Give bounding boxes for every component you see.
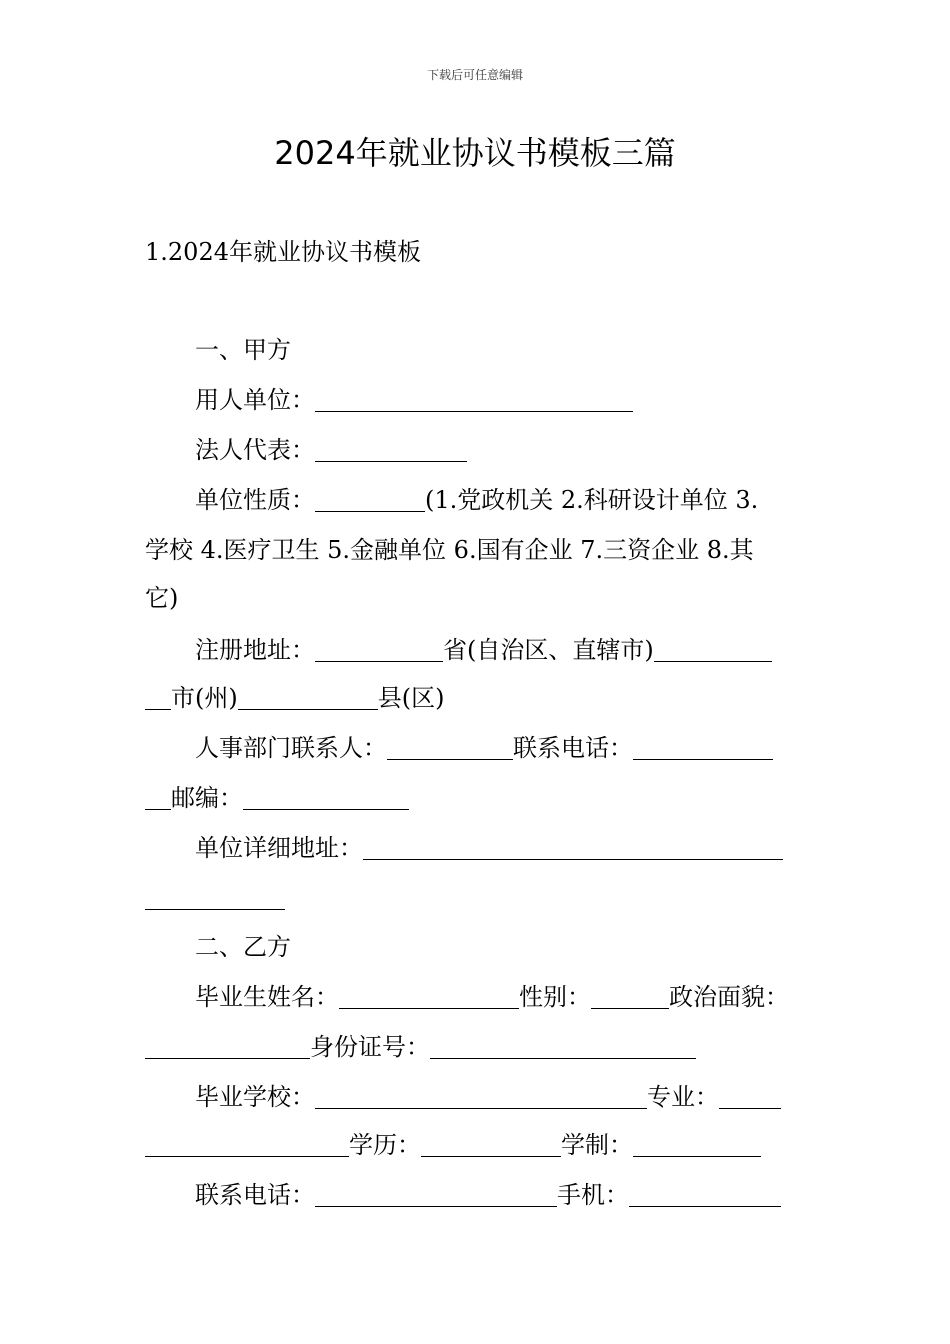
name-field[interactable] bbox=[339, 980, 519, 1009]
city-field[interactable] bbox=[654, 633, 772, 662]
city-field-cont[interactable] bbox=[145, 681, 171, 710]
phone-field[interactable] bbox=[633, 731, 773, 760]
detail-address-field-cont[interactable] bbox=[145, 881, 285, 910]
major-field-cont[interactable] bbox=[145, 1128, 349, 1157]
postcode-field[interactable] bbox=[243, 781, 409, 810]
mobile-field[interactable] bbox=[629, 1178, 781, 1207]
detail-address-field[interactable] bbox=[363, 831, 783, 860]
id-label: 身份证号： bbox=[310, 1033, 430, 1061]
phone-label: 联系电话： bbox=[513, 734, 633, 762]
hr-contact-row bbox=[195, 723, 773, 773]
nature-field[interactable] bbox=[315, 483, 425, 512]
employer-label: 用人单位： bbox=[195, 386, 315, 414]
major-field[interactable] bbox=[719, 1080, 781, 1109]
legal-rep-row bbox=[195, 425, 467, 475]
degree-label: 学历： bbox=[349, 1131, 421, 1159]
school-field[interactable] bbox=[315, 1080, 647, 1109]
employer-row bbox=[195, 375, 633, 425]
contact-phone-label: 联系电话： bbox=[195, 1181, 315, 1209]
nature-options-2: 学校 4.医疗卫生 5.金融单位 6.国有企业 7.三资企业 8.其 bbox=[145, 536, 754, 564]
name-label: 毕业生姓名： bbox=[195, 983, 339, 1011]
duration-field[interactable] bbox=[633, 1128, 761, 1157]
detail-address-row bbox=[195, 823, 783, 873]
section-heading: 1.2024年就业协议书模板 bbox=[145, 238, 421, 266]
degree-row bbox=[145, 1120, 761, 1170]
degree-field[interactable] bbox=[421, 1128, 561, 1157]
id-row bbox=[145, 1022, 696, 1072]
nature-row bbox=[195, 475, 758, 525]
postcode-row bbox=[145, 773, 409, 823]
id-field[interactable] bbox=[430, 1030, 696, 1059]
political-field[interactable] bbox=[145, 1030, 310, 1059]
party-a-heading: 一、甲方 bbox=[195, 336, 291, 364]
nature-options-1: (1.党政机关 2.科研设计单位 3. bbox=[425, 486, 759, 514]
postcode-label: 邮编： bbox=[171, 784, 243, 812]
detail-address-label: 单位详细地址： bbox=[195, 834, 363, 862]
political-label: 政治面貌： bbox=[669, 983, 789, 1011]
school-label: 毕业学校： bbox=[195, 1083, 315, 1111]
nature-options-3: 它) bbox=[145, 584, 179, 612]
contact-phone-field[interactable] bbox=[315, 1178, 557, 1207]
document-title: 2024年就业协议书模板三篇 bbox=[274, 134, 676, 172]
school-row bbox=[195, 1072, 781, 1122]
name-row bbox=[195, 972, 789, 1022]
city-suffix: 市(州) bbox=[171, 684, 238, 712]
gender-field[interactable] bbox=[591, 980, 669, 1009]
major-label: 专业： bbox=[647, 1083, 719, 1111]
reg-address-row bbox=[195, 625, 772, 675]
county-field[interactable] bbox=[238, 681, 378, 710]
party-b-heading: 二、乙方 bbox=[195, 933, 291, 961]
duration-label: 学制： bbox=[561, 1131, 633, 1159]
mobile-label: 手机： bbox=[557, 1181, 629, 1209]
reg-address-label: 注册地址： bbox=[195, 636, 315, 664]
phone-field-cont[interactable] bbox=[145, 781, 171, 810]
legal-rep-label: 法人代表： bbox=[195, 436, 315, 464]
employer-field[interactable] bbox=[315, 383, 633, 412]
nature-label: 单位性质： bbox=[195, 486, 315, 514]
detail-address-row-2 bbox=[145, 873, 285, 923]
legal-rep-field[interactable] bbox=[315, 433, 467, 462]
province-field[interactable] bbox=[315, 633, 443, 662]
county-suffix: 县(区) bbox=[377, 684, 445, 712]
hr-contact-field[interactable] bbox=[387, 731, 513, 760]
gender-label: 性别： bbox=[519, 983, 591, 1011]
province-suffix: 省(自治区、直辖市) bbox=[443, 636, 654, 664]
hr-contact-label: 人事部门联系人： bbox=[195, 734, 387, 762]
reg-address-row-2 bbox=[145, 673, 444, 723]
contact-row bbox=[195, 1170, 781, 1220]
header-note: 下载后可任意编辑 bbox=[426, 68, 523, 82]
